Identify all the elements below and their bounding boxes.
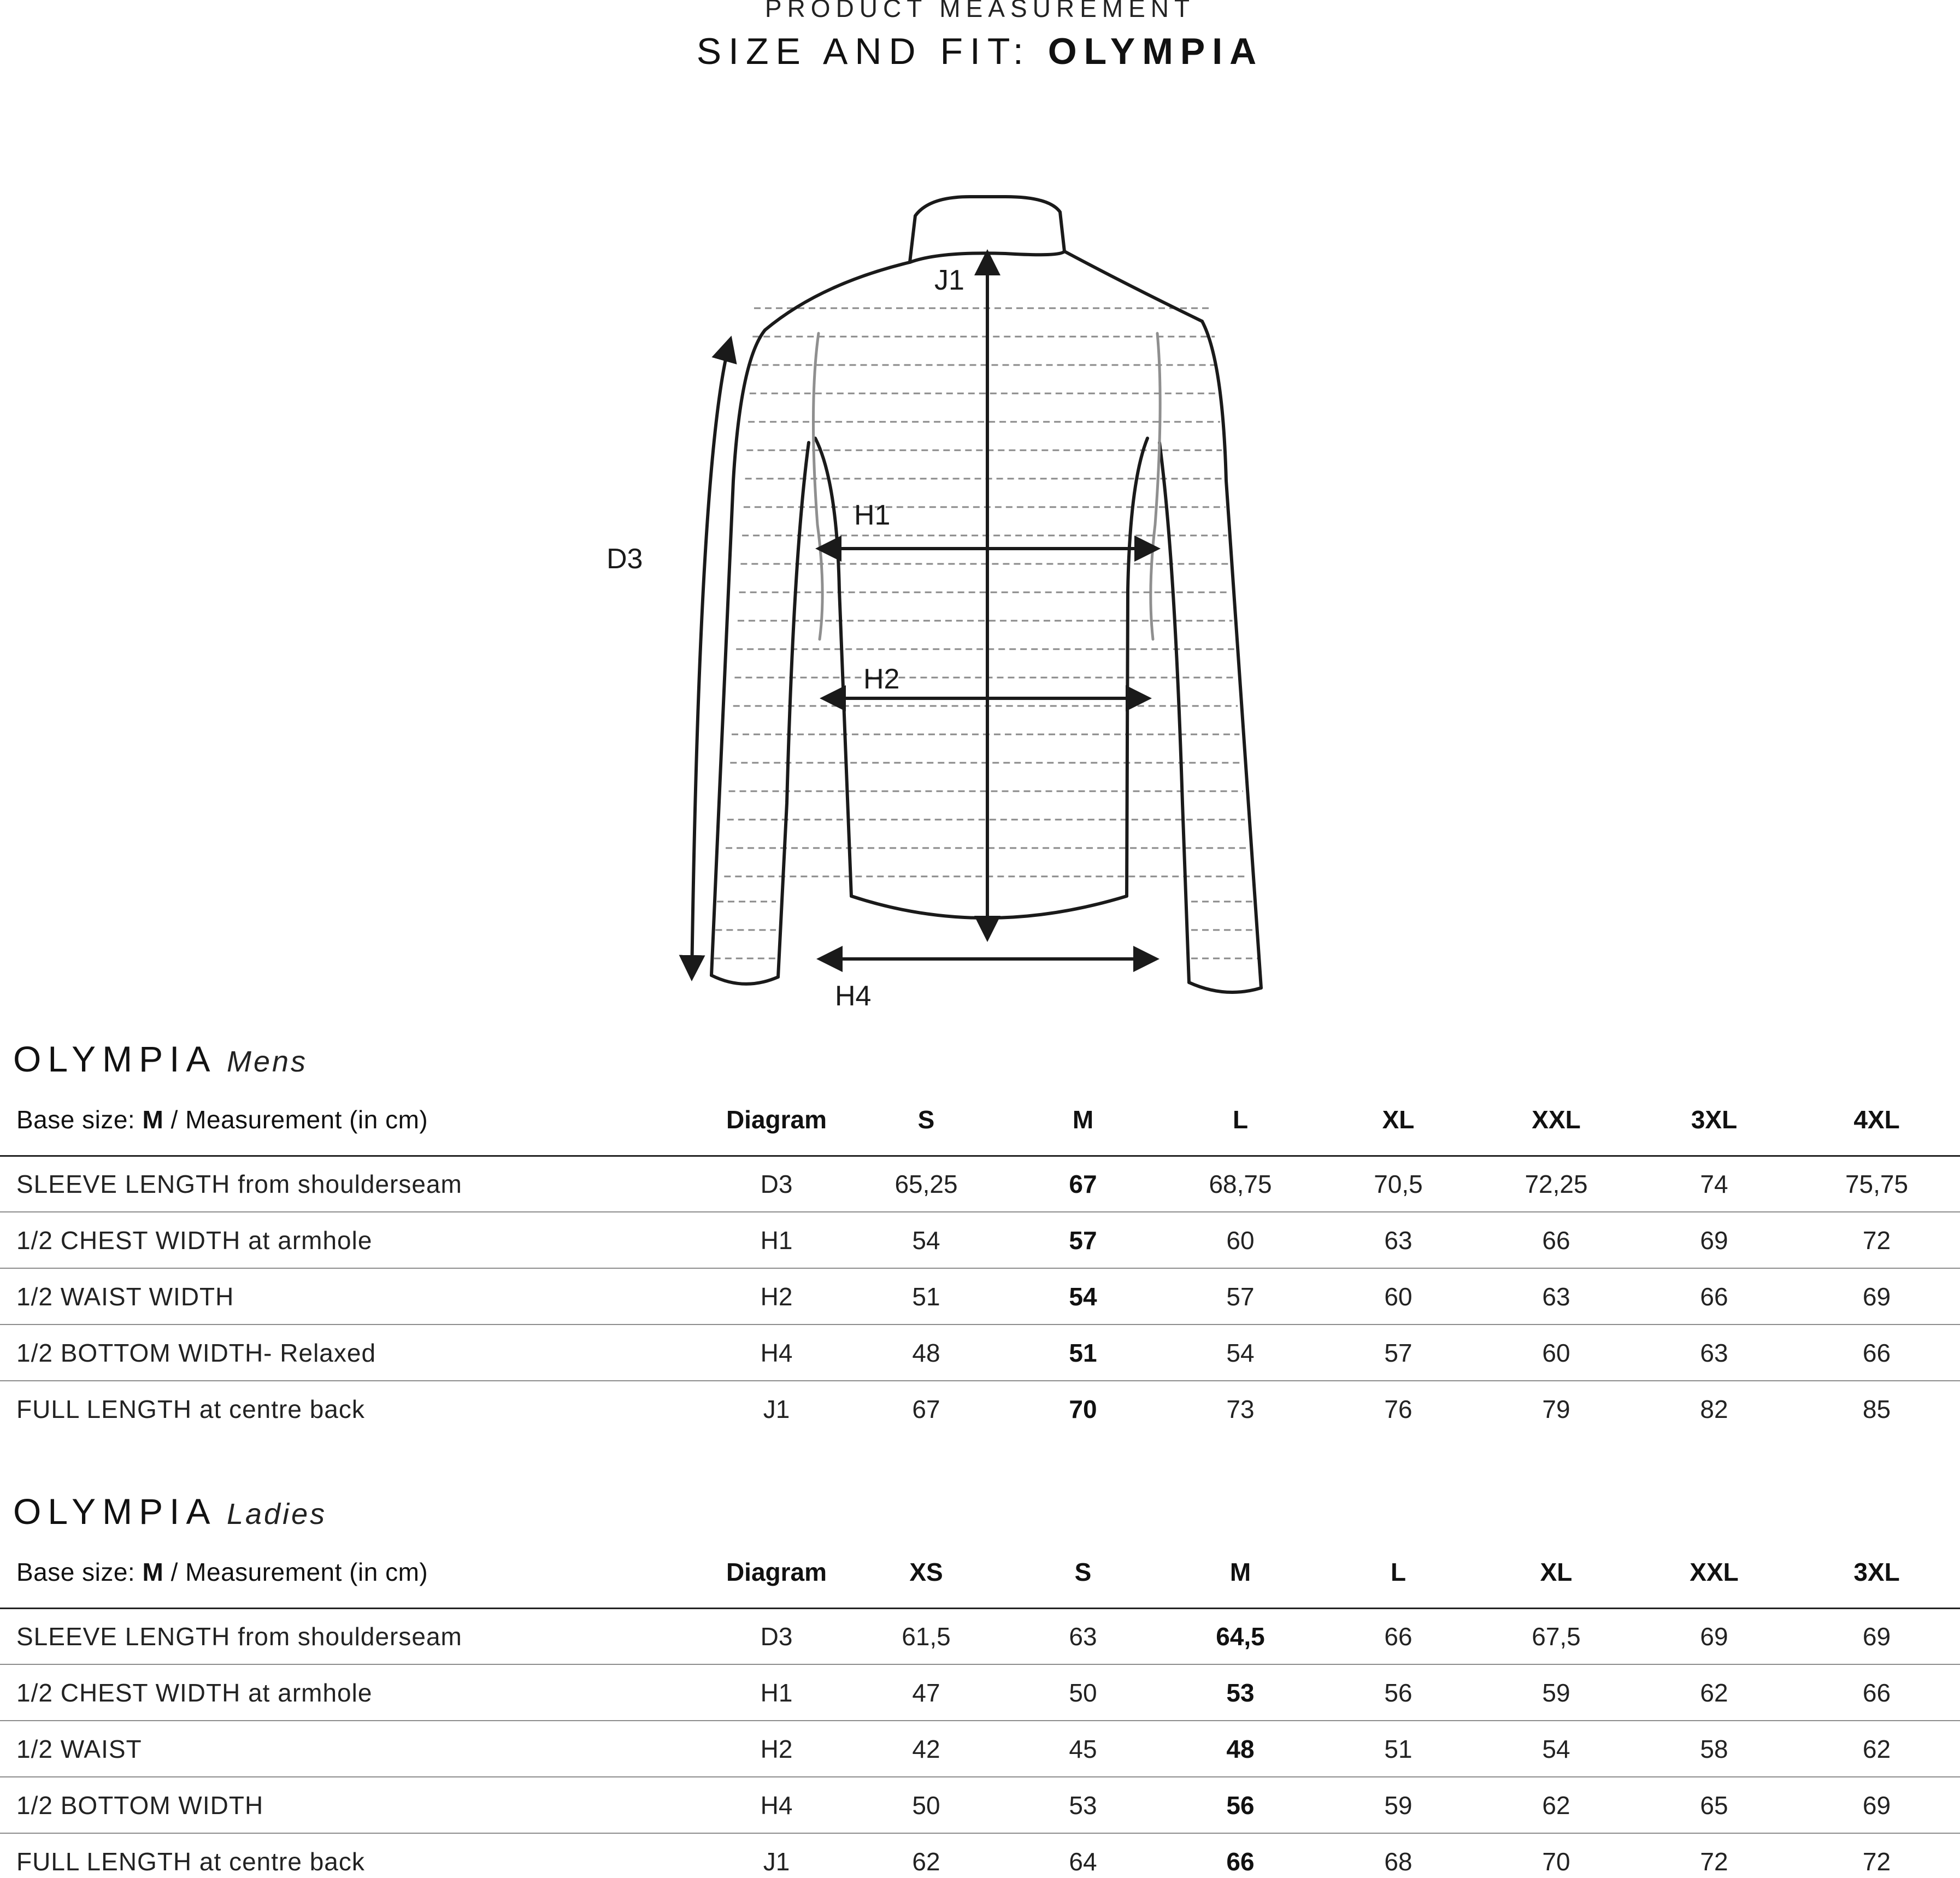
size-column-header: XXL — [1478, 1085, 1635, 1156]
diagram-labels — [607, 264, 964, 1012]
jacket-right-shoulder — [1064, 251, 1202, 321]
mens-variant-label: Mens — [226, 1045, 308, 1078]
measurement-value: 54 — [1478, 1721, 1635, 1777]
measurement-value: 74 — [1635, 1156, 1793, 1212]
measurement-value: 51 — [1004, 1324, 1162, 1381]
measurement-value: 76 — [1384, 1395, 1412, 1423]
measurement-row — [0, 1324, 1960, 1381]
jacket-left-sleeve-inner — [778, 443, 809, 977]
measurement-value: 73 — [1226, 1395, 1255, 1423]
page-title — [0, 30, 1960, 73]
measurement-value: 69 — [1793, 1777, 1960, 1833]
measurement-value: 67 — [1004, 1156, 1162, 1212]
measurement-value: 53 — [1162, 1664, 1319, 1721]
measurement-value: 62 — [1635, 1664, 1793, 1721]
measurement-label: FULL LENGTH at centre back — [16, 1847, 365, 1876]
measurement-value: 61,5 — [848, 1608, 1004, 1664]
base-size-suffix: / Measurement (in cm) — [163, 1105, 428, 1134]
measurement-label: 1/2 CHEST WIDTH at armhole — [0, 1664, 705, 1721]
measurement-value: 57 — [1319, 1324, 1478, 1381]
size-column-header: XS — [848, 1537, 1004, 1608]
h1-label: H1 — [854, 499, 891, 531]
measurement-value: 65 — [1635, 1777, 1793, 1833]
measurement-value: 60 — [1162, 1212, 1319, 1268]
d3-label: D3 — [607, 543, 643, 575]
measurement-value: 63 — [1004, 1608, 1162, 1664]
measurement-label: 1/2 WAIST — [0, 1721, 705, 1777]
measurement-value: 60 — [1478, 1324, 1635, 1381]
measurement-value: 69 — [1793, 1268, 1960, 1324]
diagram-column-header: Diagram — [705, 1537, 848, 1608]
measurement-value: 65,25 — [848, 1156, 1004, 1212]
diagram-code: D3 — [705, 1608, 848, 1664]
measurement-value: 54 — [1162, 1324, 1319, 1381]
measurement-value: 72 — [1793, 1212, 1960, 1268]
diagram-code: H2 — [705, 1268, 848, 1324]
measurement-value: 72 — [1862, 1847, 1891, 1876]
base-size-value: M — [142, 1105, 164, 1134]
base-size-header — [0, 1537, 705, 1608]
size-column-header: XXL — [1635, 1537, 1793, 1608]
measurement-value: 66 — [1793, 1324, 1960, 1381]
measurement-value: 63 — [1635, 1324, 1793, 1381]
measurement-value: 51 — [1319, 1721, 1478, 1777]
measurement-value: 62 — [1793, 1721, 1960, 1777]
measurement-value: 47 — [848, 1664, 1004, 1721]
measurement-value: 60 — [1319, 1268, 1478, 1324]
measurement-row — [0, 1381, 1960, 1437]
ladies-size-table — [0, 1537, 1960, 1878]
measurement-row — [0, 1268, 1960, 1324]
jacket-right-sleeve-inner — [1159, 443, 1189, 982]
page-title-prefix: SIZE AND FIT: — [696, 31, 1031, 72]
table-header-row — [0, 1537, 1960, 1608]
measurement-value: 79 — [1542, 1395, 1570, 1423]
size-column-header: 3XL — [1793, 1537, 1960, 1608]
measurement-value: 70 — [1069, 1395, 1097, 1423]
measurement-value: 67,5 — [1478, 1608, 1635, 1664]
measurement-value: 56 — [1162, 1777, 1319, 1833]
size-column-header: S — [848, 1085, 1004, 1156]
measurement-value: 62 — [912, 1847, 940, 1876]
mens-size-table — [0, 1085, 1960, 1437]
measurement-value: 53 — [1004, 1777, 1162, 1833]
measurement-row — [0, 1664, 1960, 1721]
j1-label: J1 — [934, 264, 964, 296]
measurement-value: 75,75 — [1793, 1156, 1960, 1212]
diagram-column-header: Diagram — [705, 1085, 848, 1156]
measurement-value: 69 — [1793, 1608, 1960, 1664]
measurement-value: 51 — [848, 1268, 1004, 1324]
measurement-value: 85 — [1862, 1395, 1891, 1423]
measurement-value: 59 — [1478, 1664, 1635, 1721]
jacket-measurement-diagram — [590, 175, 1290, 1027]
size-column-header: S — [1004, 1537, 1162, 1608]
measurement-value: 66 — [1635, 1268, 1793, 1324]
measurement-value: 69 — [1635, 1608, 1793, 1664]
diagram-code: H1 — [705, 1212, 848, 1268]
measurement-row — [0, 1156, 1960, 1212]
measurement-value: 50 — [1004, 1664, 1162, 1721]
measurement-value: 64 — [1069, 1847, 1097, 1876]
measurement-value: 72,25 — [1478, 1156, 1635, 1212]
page-kicker: PRODUCT MEASUREMENT — [764, 0, 1196, 22]
measurement-value: 72 — [1700, 1847, 1728, 1876]
measurement-row — [0, 1608, 1960, 1664]
base-size-header — [0, 1085, 705, 1156]
base-size-suffix: / Measurement (in cm) — [163, 1558, 428, 1587]
measurement-value: 82 — [1700, 1395, 1728, 1423]
measurement-value: 58 — [1635, 1721, 1793, 1777]
h4-label: H4 — [835, 980, 872, 1012]
measurement-value: 57 — [1004, 1212, 1162, 1268]
measurement-value: 66 — [1319, 1608, 1478, 1664]
jacket-left-shoulder — [765, 262, 910, 330]
jacket-left-cuff — [711, 975, 778, 984]
measurement-label: 1/2 CHEST WIDTH at armhole — [0, 1212, 705, 1268]
measurement-label: 1/2 BOTTOM WIDTH- Relaxed — [0, 1324, 705, 1381]
measurement-value: 48 — [848, 1324, 1004, 1381]
measurement-value: 56 — [1319, 1664, 1478, 1721]
measurement-value: 54 — [1004, 1268, 1162, 1324]
diagram-code: H2 — [705, 1721, 848, 1777]
measurement-value: 63 — [1478, 1268, 1635, 1324]
mens-section-title — [13, 1038, 308, 1087]
measurement-value: 68,75 — [1162, 1156, 1319, 1212]
jacket-left-sleeve-outer — [711, 330, 765, 975]
size-column-header: XL — [1478, 1537, 1635, 1608]
measurement-label: 1/2 BOTTOM WIDTH — [0, 1777, 705, 1833]
size-column-header: L — [1319, 1537, 1478, 1608]
measurement-label: 1/2 WAIST WIDTH — [0, 1268, 705, 1324]
size-column-header: 4XL — [1793, 1085, 1960, 1156]
measurement-value: 48 — [1162, 1721, 1319, 1777]
measurement-label: SLEEVE LENGTH from shoulderseam — [0, 1608, 705, 1664]
page-title-product: OLYMPIA — [1047, 31, 1264, 72]
measurement-value: 70 — [1542, 1847, 1570, 1876]
measurement-value: 64,5 — [1162, 1608, 1319, 1664]
measurement-value: 54 — [848, 1212, 1004, 1268]
size-column-header: XL — [1319, 1085, 1478, 1156]
size-column-header: M — [1162, 1537, 1319, 1608]
table-header-row — [0, 1085, 1960, 1156]
base-size-value: M — [142, 1558, 164, 1587]
measurement-row — [0, 1777, 1960, 1833]
diagram-code: J1 — [763, 1395, 790, 1423]
measurement-value: 69 — [1635, 1212, 1793, 1268]
measurement-value: 63 — [1319, 1212, 1478, 1268]
size-column-header: M — [1004, 1085, 1162, 1156]
ladies-product-name: OLYMPIA — [13, 1491, 217, 1532]
diagram-code: J1 — [763, 1847, 790, 1876]
size-column-header: 3XL — [1635, 1085, 1793, 1156]
measurement-value: 66 — [1226, 1847, 1255, 1876]
diagram-code: H1 — [705, 1664, 848, 1721]
measurement-value: 66 — [1478, 1212, 1635, 1268]
measurement-value: 59 — [1319, 1777, 1478, 1833]
measurement-label: FULL LENGTH at centre back — [16, 1395, 365, 1423]
measurement-value: 50 — [848, 1777, 1004, 1833]
ladies-section-title — [13, 1491, 327, 1540]
measurement-row — [0, 1212, 1960, 1268]
measurement-row — [0, 1721, 1960, 1777]
diagram-code: D3 — [705, 1156, 848, 1212]
measurement-value: 62 — [1478, 1777, 1635, 1833]
measurement-value: 66 — [1793, 1664, 1960, 1721]
base-size-prefix: Base size: — [16, 1558, 143, 1587]
measurement-value: 57 — [1162, 1268, 1319, 1324]
measurement-value: 68 — [1384, 1847, 1412, 1876]
ladies-variant-label: Ladies — [226, 1498, 327, 1530]
diagram-code: H4 — [705, 1777, 848, 1833]
measurement-value: 70,5 — [1319, 1156, 1478, 1212]
jacket-right-cuff — [1189, 982, 1261, 992]
mens-product-name: OLYMPIA — [13, 1039, 217, 1079]
h2-label: H2 — [863, 663, 900, 695]
measurement-label: SLEEVE LENGTH from shoulderseam — [0, 1156, 705, 1212]
measurement-arrows — [692, 252, 1157, 978]
base-size-prefix: Base size: — [16, 1105, 143, 1134]
measurement-row — [0, 1833, 1960, 1878]
diagram-code: H4 — [705, 1324, 848, 1381]
size-column-header: L — [1162, 1085, 1319, 1156]
measurement-value: 42 — [848, 1721, 1004, 1777]
measurement-value: 67 — [912, 1395, 940, 1423]
measurement-value: 45 — [1004, 1721, 1162, 1777]
